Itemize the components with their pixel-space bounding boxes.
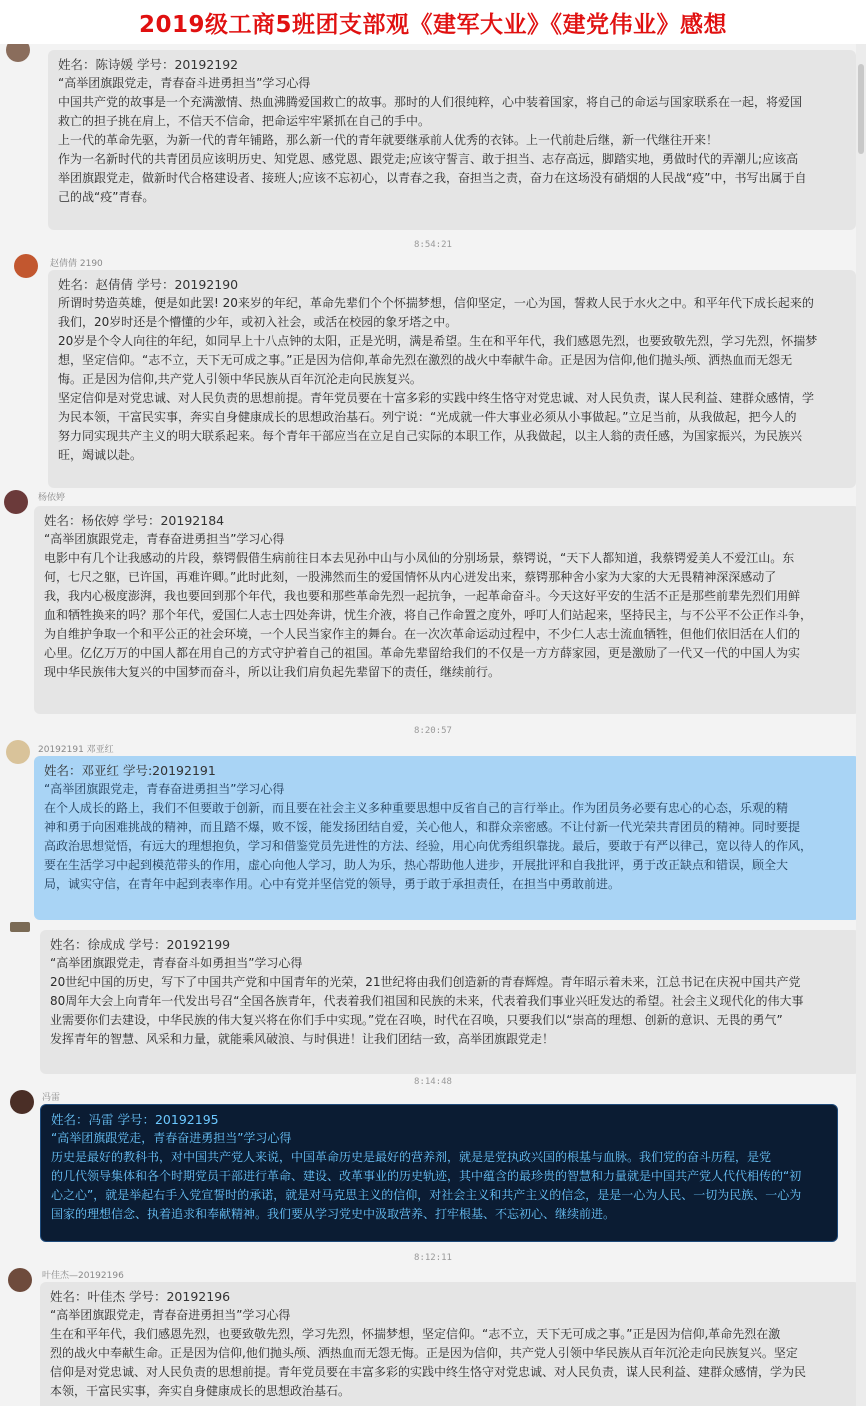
sender-name: 叶佳杰—20192196 (42, 1271, 124, 1281)
avatar[interactable] (6, 44, 30, 62)
message-line: 何，七尺之躯，已许国，再难许卿。”此时此刻，一股沸然而生的爱国情怀从内心迸发出来，蔡锷那种舍小家为大家的大无畏精神深深感动了 (44, 570, 777, 584)
message-line: 20世纪中国的历史，写下了中国共产党和中国青年的光荣，21世纪将由我们创造新的青春辉煌。青年昭示着未来，江总书记在庆祝中国共产党 (50, 975, 801, 989)
sender-name: 杨依婷 (38, 493, 66, 503)
chat-history[interactable] (0, 44, 866, 1406)
message-bubble[interactable] (40, 930, 860, 1074)
message-line: 要在生活学习中起到模范带头的作用，虚心向他人学习，助人为乐，热心帮助他人进步，开展批评和自我批评，勇于改正缺点和错误，顾全大 (44, 858, 789, 872)
scrollbar-thumb[interactable] (858, 64, 864, 154)
message-line: 救亡的担子挑在肩上，不信天不信命，把命运牢牢紧抓在自己的手中。 (58, 114, 431, 128)
message-line: 姓名：陈诗媛 学号：20192192 (58, 57, 239, 72)
message-line: 生在和平年代，我们感恩先烈，也要致敬先烈，学习先烈，怀揣梦想，坚定信仰。“志不立，天下无可成之事。”正是因为信仰,革命先烈在激 (50, 1327, 781, 1341)
message-line: 姓名：徐成成 学号：20192199 (50, 937, 231, 952)
message-line: 举团旗跟党走，做新时代合格建设者、接班人;应该不忘初心，以青春之我，奋担当之责，奋力在这场没有硝烟的人民战“疫”中，书写出属于自 (58, 171, 807, 185)
message-line: 姓名：杨依婷 学号：20192184 (44, 513, 225, 528)
message-line: 现中华民族伟大复兴的中国梦而奋斗，所以让我们肩负起先辈留下的责任，继续前行。 (44, 665, 501, 679)
message-line: 中国共产党的故事是一个充满激情、热血沸腾爱国救亡的故事。那时的人们很纯粹，心中装着国家，将自己的命运与国家联系在一起，将爱国 (58, 95, 803, 109)
message-line: 姓名：赵倩倩 学号：20192190 (58, 277, 239, 292)
message-line: “高举团旗跟党走，青春奋进勇担当”学习心得 (51, 1131, 292, 1145)
message-line: 局，诚实守信，在青年中起到表率作用。心中有党并坚信党的领导，勇于敢于承担责任，在担当中勇敢前进。 (44, 877, 621, 891)
message-line: 20岁是个令人向往的年纪，如同早上十八点钟的太阳，正是光明，满是希望。生在和平年代，我们感恩先烈，也要致敬先烈，学习先烈，怀揣梦 (58, 334, 818, 348)
message-line: 神和勇于向困难挑战的精神，而且踏不爆，败不馁，能发扬团结自爱，关心他人，和群众亲密感。不让付新一代光荣共青团员的精神。同时要提 (44, 820, 801, 834)
message-line: 国家的理想信念、执着追求和奉献精神。我们要从学习党史中汲取营养、打牢根基、不忘初心、继续前进。 (51, 1207, 616, 1221)
message-line: 的几代领导集体和各个时期党员干部进行革命、建设、改革事业的历史轨迹，其中蕴含的最珍贵的智慧和力量就是中国共产党人代代相传的“初 (51, 1169, 802, 1183)
message-line: 上一代的革命先驱，为新一代的青年铺路，那么新一代的青年就要继承前人优秀的衣钵。上一代前赴后继，新一代继往开来！ (58, 133, 719, 147)
message-line: 为民本领，干富民实事，奔实自身健康成长的思想政治基石。列宁说：“光成就一件大事业必须从小事做起。”立足当前，从我做起，把今人的 (58, 410, 797, 424)
timestamp: 8:54:21 (414, 240, 452, 250)
message-line: 业需要你们去建设，中华民族的伟大复兴将在你们手中实现。”党在召唤，时代在召唤，只要我们以“崇高的理想、创新的意识、无畏的勇气” (50, 1013, 783, 1027)
message-line: 己的战“疫”青春。 (58, 190, 155, 204)
message-line: “高举团旗跟党走，青春奋进勇担当”学习心得 (50, 1308, 291, 1322)
message-line: “高举团旗跟党走，青春奋斗进勇担当”学习心得 (58, 76, 311, 90)
message-line: 坚定信仰是对党忠诚、对人民负责的思想前提。青年党员要在十富多彩的实践中终生恪守对党忠诚、对人民负责，谋人民利益、建群众感情，学 (58, 391, 815, 405)
sender-name: 20192191 邓亚红 (38, 745, 114, 755)
message-bubble[interactable] (34, 506, 860, 714)
message-bubble[interactable] (34, 756, 860, 920)
message-line: 旺，竭诚以赴。 (58, 448, 143, 462)
timestamp: 8:20:57 (414, 726, 452, 736)
message-line: 努力同实现共产主义的明大联系起来。每个青年干部应当在立足自己实际的本职工作，从我做起，以主人翁的责任感，为国家振兴，为民族兴 (58, 429, 803, 443)
message-bubble[interactable] (40, 1104, 838, 1242)
message-bubble[interactable] (48, 50, 856, 230)
avatar[interactable] (8, 1268, 32, 1292)
message-line: 电影中有几个让我感动的片段，蔡锷假借生病前往日本去见孙中山与小凤仙的分别场景，蔡锷说，“天下人都知道，我蔡锷爱美人不爱江山。东 (44, 551, 795, 565)
message-line: 心之心”，就是举起右手入党宣誓时的承诺，就是对马克思主义的信仰，对社会主义和共产主义的信念，是是一心为人民、一切为民族、一心为 (51, 1188, 802, 1202)
avatar[interactable] (4, 490, 28, 514)
message-line: 心里。亿亿万万的中国人都在用自己的方式守护着自己的祖国。革命先辈留给我们的不仅是一方方薛家园，更是激励了一代又一代的中国人为实 (44, 646, 801, 660)
message-line: 作为一名新时代的共青团员应该明历史、知党恩、感党恩、跟党走;应该守誓言、敢于担当、志存高远，脚踏实地，勇做时代的弄潮儿;应该高 (58, 152, 799, 166)
message-line: 所谓时势造英雄，便是如此罢! 20来岁的年纪，革命先辈们个个怀揣梦想，信仰坚定，一心为国，誓救人民于水火之中。和平年代下成长起来的 (58, 296, 814, 310)
message-line: 姓名：叶佳杰 学号：20192196 (50, 1289, 231, 1304)
message-line: 姓名：邓亚红 学号:20192191 (44, 763, 216, 778)
scrollbar[interactable] (856, 44, 866, 1406)
sender-name: 冯雷 (42, 1093, 61, 1103)
message-line: 信仰是对党忠诚、对人民负责的思想前提。青年党员要在丰富多彩的实践中终生恪守对党忠诚、对人民负责，谋人民利益、建群众感情，学为民 (50, 1365, 807, 1379)
message-line: 想，坚定信仰。“志不立，天下无可成之事。”正是因为信仰,革命先烈在激烈的战火中奉献牛命。正是因为信仰,他们抛头颅、洒热血而无怨无 (58, 353, 793, 367)
message-line: 在个人成长的路上，我们不但要敢于创新，而且要在社会主义多种重要思想中反省自己的言行举止。作为团员务必要有忠心的心态，乐观的精 (44, 801, 789, 815)
message-line: 历史是最好的教科书，对中国共产党人来说，中国革命历史是最好的营养剂，就是是党执政兴国的根基与血脉。我们党的奋斗历程，是党 (51, 1150, 772, 1164)
timestamp: 8:12:11 (414, 1253, 452, 1263)
message-line: 我，我内心极度澎湃，我也要回到那个年代，我也要和那些革命先烈一起抗争，一起革命奋斗。今天这好平安的生活不正是那些前辈先烈们用鲜 (44, 589, 801, 603)
message-line: 80周年大会上向青年一代发出号召“全国各族青年，代表着我们祖国和民族的未来，代表着我们事业兴旺发达的希望。社会主义现代化的伟大事 (50, 994, 804, 1008)
avatar[interactable] (10, 922, 30, 932)
page-title: 2019级工商5班团支部观《建军大业》《建党伟业》感想 (138, 11, 728, 38)
sender-name: 赵倩倩 2190 (50, 259, 103, 269)
message-line: “高举团旗跟党走，青春奋进勇担当”学习心得 (44, 782, 285, 796)
message-line: 我们，20岁时还是个懵懂的少年，或初入社会，或活在校园的象牙塔之中。 (58, 315, 458, 329)
message-line: 姓名：冯雷 学号：20192195 (51, 1112, 219, 1127)
avatar[interactable] (10, 1090, 34, 1114)
message-line: 为自维护争取一个和平公正的社会环境，一个人民当家作主的舞台。在一次次革命运动过程中，不少仁人志士流血牺牲，但他们依旧活在人们的 (44, 627, 801, 641)
message-bubble[interactable] (48, 270, 856, 488)
message-line: “高举团旗跟党走，青春奋进勇担当”学习心得 (44, 532, 285, 546)
message-line: 血和牺牲换来的吗？那个年代，爱国仁人志士四处奔讲，忧生介液，将自己作命置之度外，呼叮人们站起来，坚持民主，与不公平不公正作斗争， (44, 608, 813, 622)
message-line: 发挥青年的智慧、风采和力量，就能乘风破浪、与时俱进！让我们团结一致，高举团旗跟党走！ (50, 1032, 555, 1046)
message-line: 悔。正是因为信仰,共产党人引领中华民族从百年沉沦走向民族复兴。 (58, 372, 422, 386)
timestamp: 8:14:48 (414, 1077, 452, 1087)
message-line: “高举团旗跟党走，青春奋斗如勇担当”学习心得 (50, 956, 303, 970)
message-bubble[interactable] (40, 1282, 860, 1406)
message-line: 高政治思想觉悟，有远大的理想抱负，学习和借鉴党员先进性的方法、经验，用心向优秀组织靠拢。最后，要敢于有严以律己，宽以待人的作风， (44, 839, 813, 853)
message-line: 本领，干富民实事，奔实自身健康成长的思想政治基石。 (50, 1384, 351, 1398)
message-line: 烈的战火中奉献生命。正是因为信仰,他们抛头颅、洒热血而无怨无悔。正是因为信仰，共产党人引领中华民族从百年沉沦走向民族复兴。坚定 (50, 1346, 798, 1360)
avatar[interactable] (6, 740, 30, 764)
page-title-bar (0, 0, 866, 44)
avatar[interactable] (14, 254, 38, 278)
